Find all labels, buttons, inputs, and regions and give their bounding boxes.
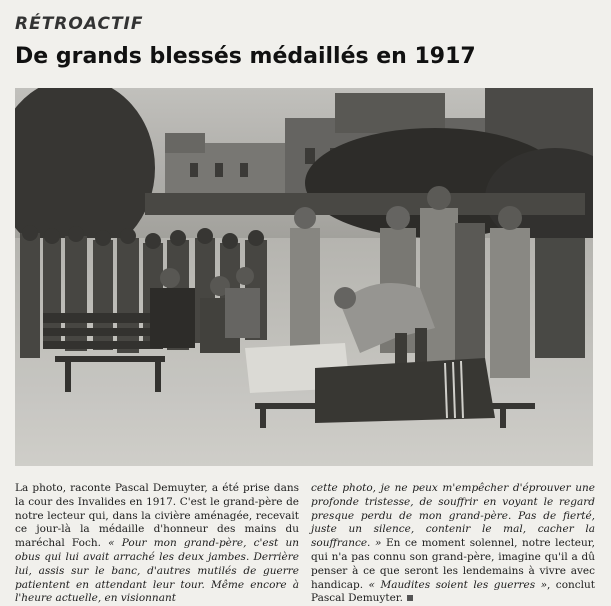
article-column-right	[311, 482, 595, 606]
section-kicker: RÉTROACTIF	[15, 14, 144, 34]
article-body	[15, 482, 595, 605]
photo-illustration	[15, 88, 593, 466]
article-quote: « Maudites soient les guerres »	[368, 578, 547, 591]
article-headline: De grands blessés médaillés en 1917	[15, 44, 476, 69]
article-column-left	[15, 482, 299, 606]
article-quote: « Pour mon grand-père, c'est un obus qui lui avait arraché les deux jambes. Derrière lui, assis sur le banc, d'autres mutilés de guerre patientent en attendant leur tour. Même encore à l'heure actuelle, en visionnant	[15, 537, 299, 605]
article-text: En ce moment solennel, notre lecteur, qui n'a pas connu son grand-père, imagine qu'il a dû penser à ce que seront les lendemains à vivre avec handicap.	[311, 537, 595, 591]
article-quote: cette photo, je ne peux m'empêcher d'éprouver une profonde tristesse, de souffrir en voyant le regard presque perdu de mon grand-père. Pas de fierté, juste un silence, contenir le mal, cacher la souffrance. »	[311, 482, 595, 550]
historic-photo	[15, 88, 593, 466]
article-text: La photo, raconte Pascal Demuyter, a été prise dans la cour des Invalides en 1917. C'est le grand-père de notre lecteur qui, dans la civière aménagée, recevait ce jour-là la médaille d'honneur des mains du maréchal Foch.	[15, 482, 299, 550]
end-mark-icon	[407, 595, 413, 601]
article-text: , conclut Pascal Demuyter.	[311, 578, 595, 605]
